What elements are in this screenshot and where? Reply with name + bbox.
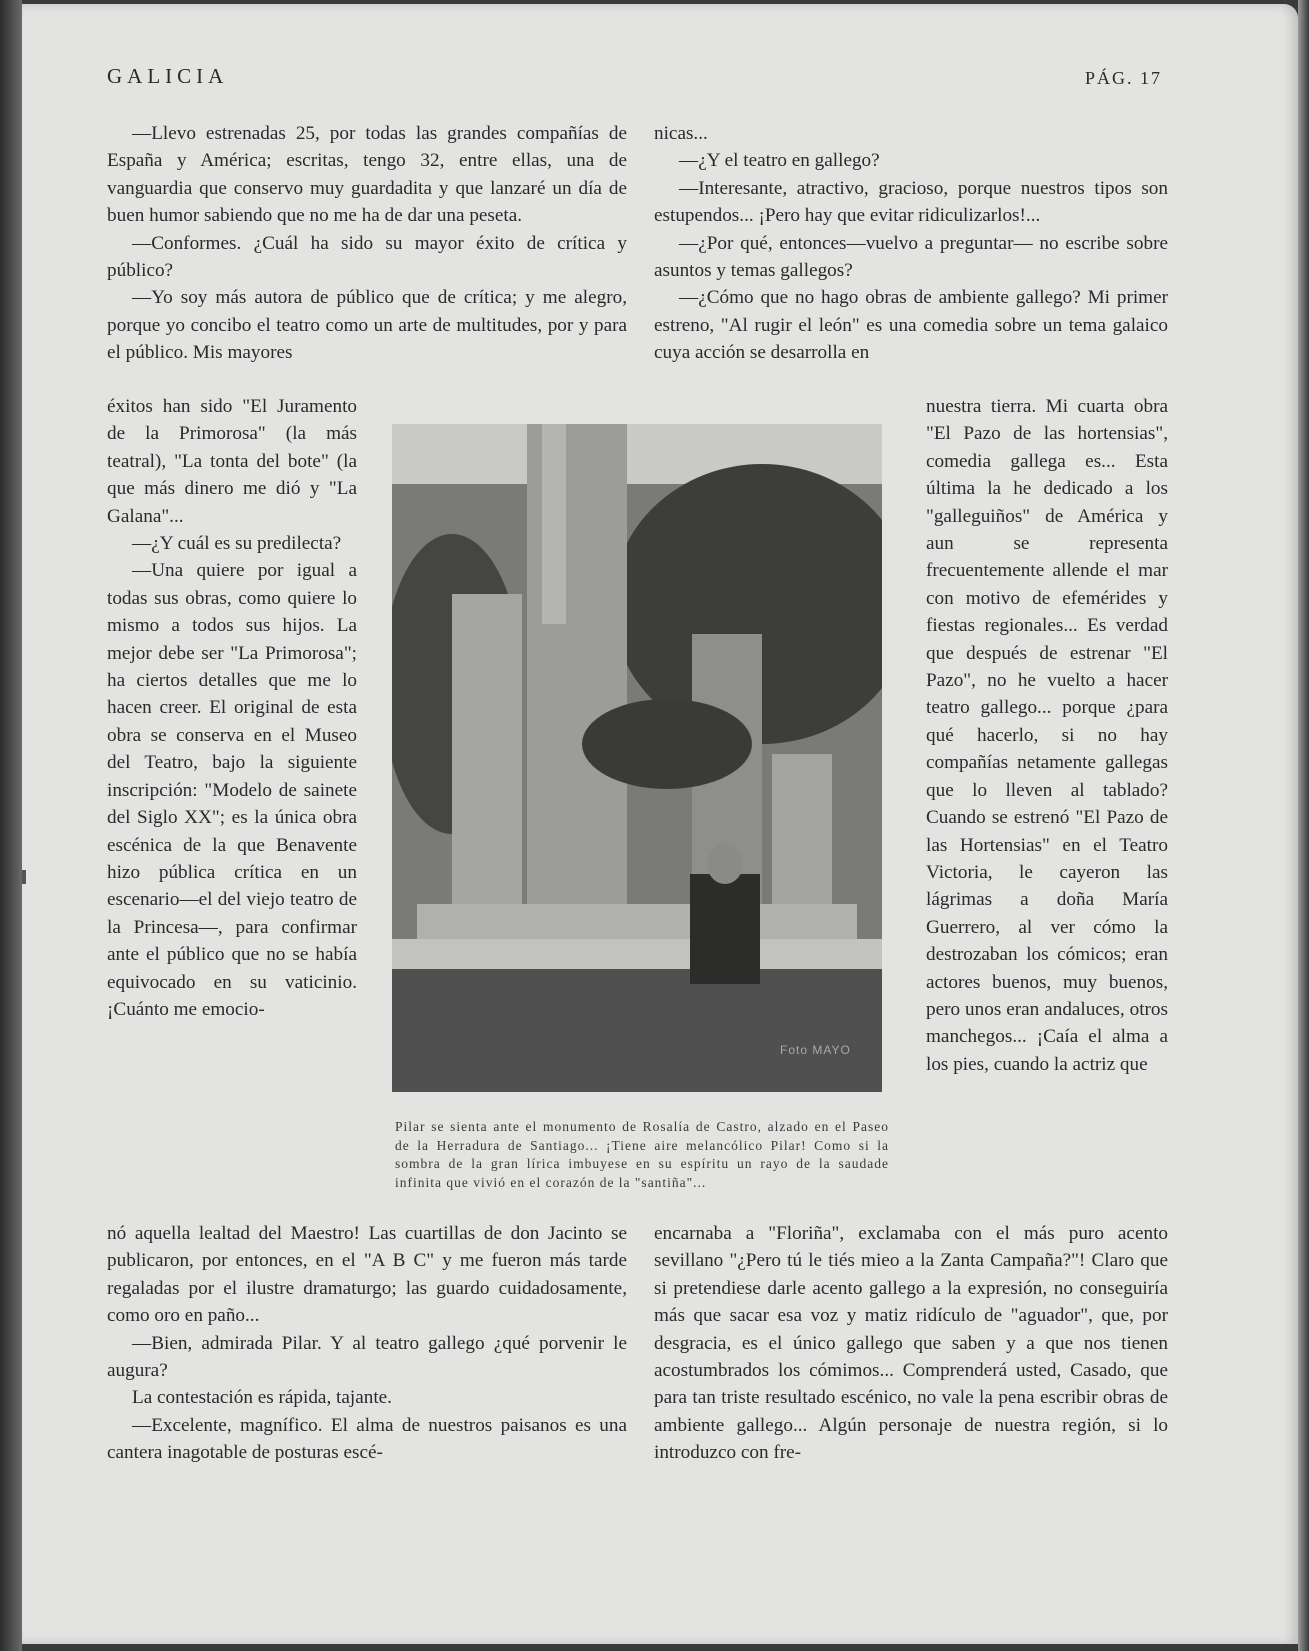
paragraph: —¿Y cuál es su predilecta? <box>132 533 342 555</box>
paragraph: —Llevo estrenadas 25, por todas las grandes compañías de España y América; escritas, tengo 32, entre ellas, una de vanguardia que conservo muy guardadita y que lanzaré un día de buen humor sabiendo que no me ha de dar una peseta. <box>107 123 627 227</box>
magazine-title: GALICIA <box>107 64 229 88</box>
paragraph: éxitos han sido "El Juramento de la Primorosa" (la más teatral), "La tonta del bote" (la que más dinero me dió y "La Galana"... <box>107 396 357 527</box>
left-column-top <box>107 120 627 367</box>
paragraph: nuestra tierra. Mi cuarta obra "El Pazo de las hortensias", comedia gallega es... Esta última la he dedicado a los "galleguiños" de América y aun se representa frecuentemente allende el mar con motivo de efemérides y fiestas regionales... Es verdad que después de estrenar "El Pazo", no he vuelto a hacer teatro gallego... porque ¿para qué hacerlo, si no hay compañías netamente gallegas que lo lleven al tablado? Cuando se estrenó "El Pazo de las Hortensias" en el Teatro Victoria, le cayeron las lágrimas a doña María Guerrero, al ver cómo la destrozaban los cómicos; eran actores buenos, muy buenos, pero unos eran andaluces, otros manchegos... ¡Caía el alma a los pies, cuando la actriz que <box>926 396 1168 1075</box>
paragraph: —Conformes. ¿Cuál ha sido su mayor éxito de crítica y público? <box>107 232 627 282</box>
caption-text: Pilar se sienta ante el monumento de Rosalía de Castro, alzado en el Paseo de la Herradura de Santiago... ¡Tiene aire melancólico Pilar! Como si la sombra de la gran lírica imbuyese en su espíritu un rayo de la saudade infinita que vivió en el corazón de la "santiña"... <box>395 1119 889 1190</box>
right-column-narrow <box>926 393 1168 1078</box>
right-column-bottom <box>654 1220 1168 1467</box>
paragraph: —Yo soy más autora de público que de crítica; y me alegro, porque yo concibo el teatro como un arte de multitudes, por y para el público. Mis mayores <box>107 287 627 364</box>
book-spine <box>0 0 22 1651</box>
paragraph: —¿Cómo que no hago obras de ambiente gallego? Mi primer estreno, "Al rugir el león" es una comedia sobre un tema galaico cuya acción se desarrolla en <box>654 287 1168 364</box>
right-column-top <box>654 120 1168 367</box>
left-column-narrow <box>107 393 357 1023</box>
photo-caption <box>395 1118 889 1192</box>
paragraph: —Bien, admirada Pilar. Y al teatro gallego ¿qué porvenir le augura? <box>107 1332 627 1382</box>
left-column-bottom <box>107 1220 627 1467</box>
page-edge <box>1298 0 1309 1651</box>
photo-credit: Foto MAYO <box>780 1043 851 1057</box>
paragraph: —Interesante, atractivo, gracioso, porque nuestros tipos son estupendos... ¡Pero hay que evitar ridiculizarlos!... <box>654 177 1168 227</box>
paragraph: nicas... <box>654 123 708 144</box>
paragraph: —¿Por qué, entonces—vuelvo a preguntar— no escribe sobre asuntos y temas gallegos? <box>654 232 1168 282</box>
paragraph: —Excelente, magnífico. El alma de nuestros paisanos es una cantera inagotable de posturas escé- <box>107 1414 627 1464</box>
paragraph: encarnaba a "Floriña", exclamaba con el más puro acento sevillano "¿Pero tú le tiés mieo a la Zanta Campaña?"! Claro que si pretendiese darle acento gallego a la expresión, no conseguiría más que sacar esa voz y matiz ridículo de "aguador", que, por desgracia, es el único gallego que saben y a que nos tienen acostumbrados los cómimos... Comprenderá usted, Casado, que para tan triste resultado escénico, no vale la pena escribir obras de ambiente gallego... Algún personaje de nuestra región, si lo introduzco con fre- <box>654 1223 1168 1464</box>
paragraph: nó aquella lealtad del Maestro! Las cuartillas de don Jacinto se publicaron, por entonces, en el "A B C" y me fueron más tarde regaladas por el ilustre dramaturgo; las guardo cuidadosamente, como oro en paño... <box>107 1223 627 1327</box>
page-number: PÁG. 17 <box>1085 68 1163 88</box>
paragraph: —¿Y el teatro en gallego? <box>679 150 880 172</box>
monument-photo-drawing <box>392 424 882 1092</box>
monument-photo <box>392 424 882 1092</box>
margin-mark <box>22 870 26 884</box>
paragraph: La contestación es rápida, tajante. <box>132 1387 392 1409</box>
paragraph: —Una quiere por igual a todas sus obras, como quiere lo mismo a todos sus hijos. La mejor debe ser "La Primorosa"; ha ciertos detalles que me lo hacen creer. El original de esta obra se conserva en el Museo del Teatro, bajo la siguiente inscripción: "Modelo de sainete del Siglo XX"; es la única obra escénica de la que Benavente hizo pública crítica en un escenario—el del viejo teatro de la Princesa—, para confirmar ante el público que no se había equivocado en su vaticinio. ¡Cuánto me emocio- <box>107 560 357 1020</box>
